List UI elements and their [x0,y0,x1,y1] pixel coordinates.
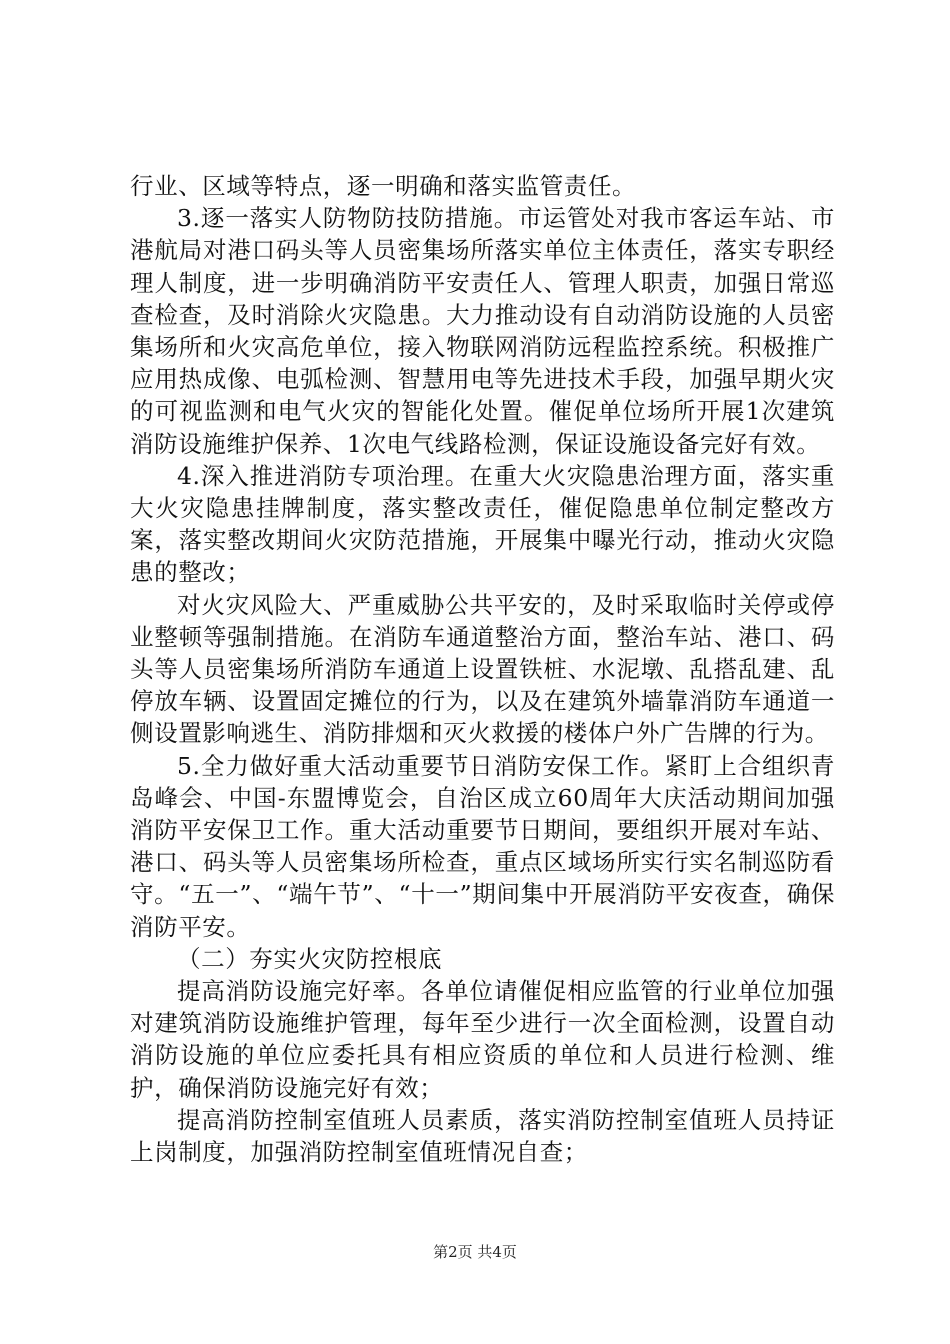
paragraph-item-5: 5.全力做好重大活动重要节日消防安保工作。紧盯上合组织青岛峰会、中国-东盟博览会，自治区成立60周年大庆活动期间加强消防平安保卫工作。重大活动重要节日期间，要组织开展对车站、港口、码头等人员密集场所检查，重点区域场所实行实名制巡防看守。“五一”、“端午节”、“十一”期间集中开展消防平安夜查，确保消防平安。 [130,751,835,941]
paragraph-item-3: 3.逐一落实人防物防技防措施。市运管处对我市客运车站、市港航局对港口码头等人员密集场所落实单位主体责任，落实专职经理人制度，进一步明确消防平安责任人、管理人职责，加强日常巡查检查，及时消除火灾隐患。大力推动设有自动消防设施的人员密集场所和火灾高危单位，接入物联网消防远程监控系统。积极推广应用热成像、电弧检测、智慧用电等先进技术手段，加强早期火灾的可视监测和电气火灾的智能化处置。催促单位场所开展1次建筑消防设施维护保养、1次电气线路检测，保证设施设备完好有效。 [130,204,835,458]
paragraph-item-4: 4.深入推进消防专项治理。在重大火灾隐患治理方面，落实重大火灾隐患挂牌制度，落实整改责任，催促隐患单位制定整改方案，落实整改期间火灾防范措施，开展集中曝光行动，推动火灾隐患的整改； [130,461,835,587]
document-body [130,170,835,1168]
page-footer: 第2页 共4页 [433,1243,517,1261]
paragraph-fire-risk: 对火灾风险大、严重威胁公共平安的，及时采取临时关停或停业整顿等强制措施。在消防车通道整治方面，整治车站、港口、码头等人员密集场所消防车通道上设置铁桩、水泥墩、乱搭乱建、乱停放车辆、设置固定摊位的行为，以及在建筑外墙靠消防车通道一侧设置影响逃生、消防排烟和灭火救援的楼体户外广告牌的行为。 [130,590,835,748]
paragraph-control-room: 提高消防控制室值班人员素质，落实消防控制室值班人员持证上岗制度，加强消防控制室值班情况自查； [130,1105,835,1167]
paragraph-continuation: 行业、区域等特点，逐一明确和落实监管责任。 [130,172,637,200]
paragraph-facility-rate: 提高消防设施完好率。各单位请催促相应监管的行业单位加强对建筑消防设施维护管理，每年至少进行一次全面检测，设置自动消防设施的单位应委托具有相应资质的单位和人员进行检测、维护，确保消防设施完好有效； [130,977,835,1102]
section-heading: （二）夯实火灾防控根底 [177,944,443,973]
